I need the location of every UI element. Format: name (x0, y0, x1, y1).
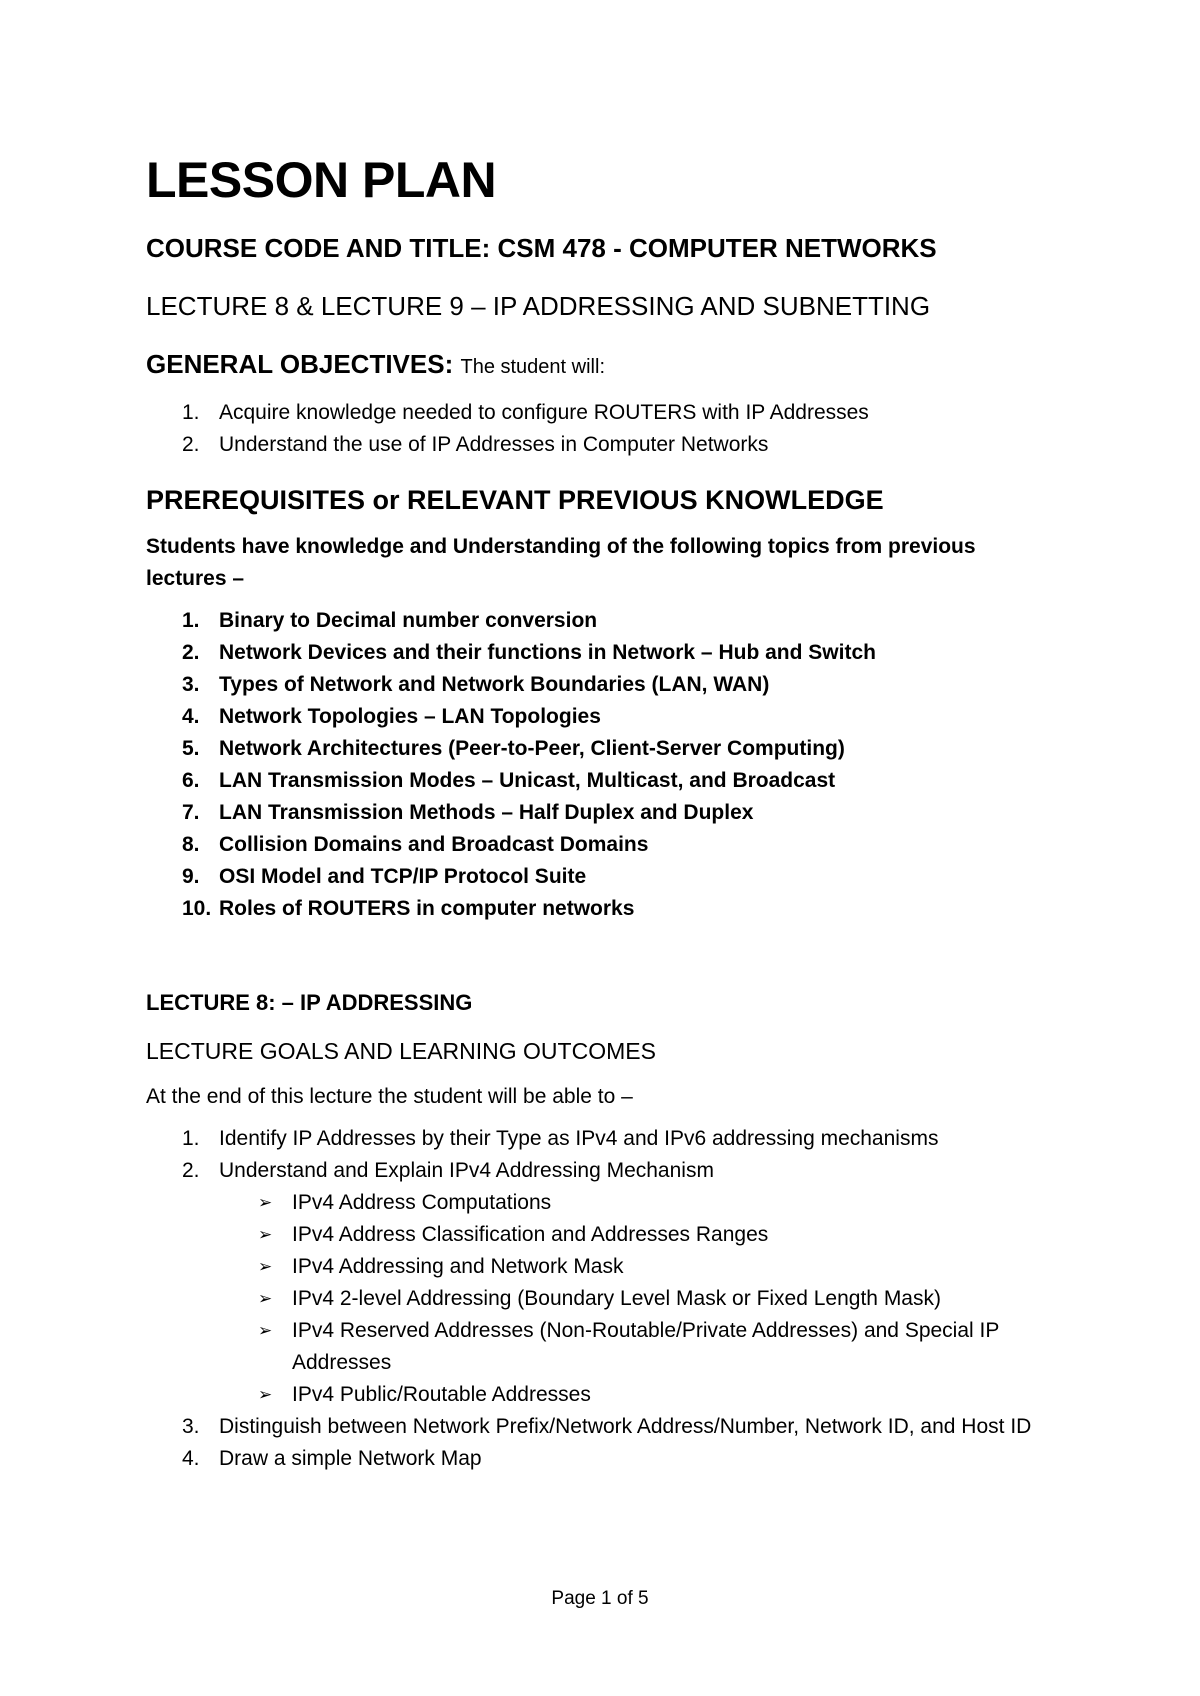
list-item (146, 1443, 1046, 1475)
list-text: OSI Model and TCP/IP Protocol Suite (219, 865, 587, 888)
sub-list-item (146, 1315, 1046, 1379)
list-item (146, 797, 1046, 829)
sub-list-text: IPv4 Address Classification and Addresses Ranges (292, 1223, 769, 1246)
list-number: 2. (182, 641, 200, 664)
list-number: 10. (182, 897, 212, 920)
list-text: Draw a simple Network Map (219, 1447, 482, 1470)
list-number: 7. (182, 801, 200, 824)
arrow-bullet-icon: ➢ (258, 1257, 273, 1276)
lecture8-heading: LECTURE 8: – IP ADDRESSING (146, 990, 473, 1015)
lecture-goals-heading: LECTURE GOALS AND LEARNING OUTCOMES (146, 1038, 656, 1064)
list-number: 9. (182, 865, 200, 888)
list-number: 3. (182, 673, 200, 696)
list-text: Network Devices and their functions in Network – Hub and Switch (219, 641, 876, 664)
list-text: Types of Network and Network Boundaries (LAN, WAN) (219, 673, 770, 696)
arrow-bullet-icon: ➢ (258, 1321, 273, 1340)
list-text: LAN Transmission Methods – Half Duplex and Duplex (219, 801, 754, 824)
arrow-bullet-icon: ➢ (258, 1289, 273, 1308)
list-number: 5. (182, 737, 200, 760)
list-number: 1. (182, 1127, 200, 1150)
sub-list-text: IPv4 Address Computations (292, 1191, 552, 1214)
list-item (146, 429, 1046, 461)
general-objectives-heading (146, 348, 1046, 383)
page-footer: Page 1 of 5 (551, 1588, 649, 1609)
arrow-bullet-icon: ➢ (258, 1225, 273, 1244)
page-content (146, 150, 1046, 1475)
list-item (146, 765, 1046, 797)
sub-list-item (146, 1251, 1046, 1283)
list-text: Acquire knowledge needed to configure ROUTERS with IP Addresses (219, 401, 869, 424)
list-text: Collision Domains and Broadcast Domains (219, 833, 649, 856)
sub-list-text: IPv4 Reserved Addresses (Non-Routable/Private Addresses) and Special IP Addresses (292, 1319, 999, 1374)
list-number: 3. (182, 1415, 200, 1438)
list-item (146, 605, 1046, 637)
list-item (146, 637, 1046, 669)
list-number: 2. (182, 433, 200, 456)
sub-list-text: IPv4 Public/Routable Addresses (292, 1383, 591, 1406)
list-number: 4. (182, 705, 200, 728)
sub-list-item (146, 1283, 1046, 1315)
list-text: Roles of ROUTERS in computer networks (219, 897, 635, 920)
sub-list-item (146, 1219, 1046, 1251)
general-objectives-list (146, 397, 1046, 461)
list-item (146, 893, 1046, 925)
list-text: Network Architectures (Peer-to-Peer, Client-Server Computing) (219, 737, 845, 760)
general-objectives-intro: The student will: (460, 356, 605, 378)
list-number: 6. (182, 769, 200, 792)
sub-list-text: IPv4 Addressing and Network Mask (292, 1255, 624, 1278)
list-number: 2. (182, 1159, 200, 1182)
list-item (146, 1411, 1046, 1443)
course-title: COURSE CODE AND TITLE: CSM 478 - COMPUTER NETWORKS (146, 233, 937, 263)
outcome-sub-list (146, 1187, 1046, 1411)
list-text: Understand the use of IP Addresses in Computer Networks (219, 433, 769, 456)
list-text: Distinguish between Network Prefix/Network Address/Number, Network ID, and Host ID (219, 1415, 1032, 1438)
outcomes-list-continued (146, 1411, 1046, 1475)
outcomes-intro: At the end of this lecture the student will be able to – (146, 1085, 633, 1108)
list-number: 1. (182, 401, 200, 424)
page-title: LESSON PLAN (146, 152, 497, 208)
list-item (146, 733, 1046, 765)
list-item (146, 861, 1046, 893)
arrow-bullet-icon: ➢ (258, 1193, 273, 1212)
prerequisites-list (146, 605, 1046, 925)
list-text: Understand and Explain IPv4 Addressing Mechanism (219, 1159, 714, 1182)
arrow-bullet-icon: ➢ (258, 1385, 273, 1404)
list-number: 1. (182, 609, 200, 632)
general-objectives-label: GENERAL OBJECTIVES: (146, 349, 454, 379)
list-item (146, 829, 1046, 861)
list-number: 8. (182, 833, 200, 856)
sub-list-item (146, 1379, 1046, 1411)
outcomes-list (146, 1123, 1046, 1187)
list-item (146, 669, 1046, 701)
sub-list-item (146, 1187, 1046, 1219)
list-item (146, 1155, 1046, 1187)
prerequisites-intro: Students have knowledge and Understanding of the following topics from previous lectures – (146, 535, 976, 590)
lecture-heading: LECTURE 8 & LECTURE 9 – IP ADDRESSING AND SUBNETTING (146, 291, 931, 321)
list-item (146, 701, 1046, 733)
list-text: Identify IP Addresses by their Type as IPv4 and IPv6 addressing mechanisms (219, 1127, 939, 1150)
list-text: LAN Transmission Modes – Unicast, Multicast, and Broadcast (219, 769, 836, 792)
list-number: 4. (182, 1447, 200, 1470)
list-item (146, 397, 1046, 429)
list-text: Network Topologies – LAN Topologies (219, 705, 601, 728)
prerequisites-heading: PREREQUISITES or RELEVANT PREVIOUS KNOWLEDGE (146, 485, 884, 515)
list-item (146, 1123, 1046, 1155)
sub-list-text: IPv4 2-level Addressing (Boundary Level Mask or Fixed Length Mask) (292, 1287, 941, 1310)
list-text: Binary to Decimal number conversion (219, 609, 598, 632)
